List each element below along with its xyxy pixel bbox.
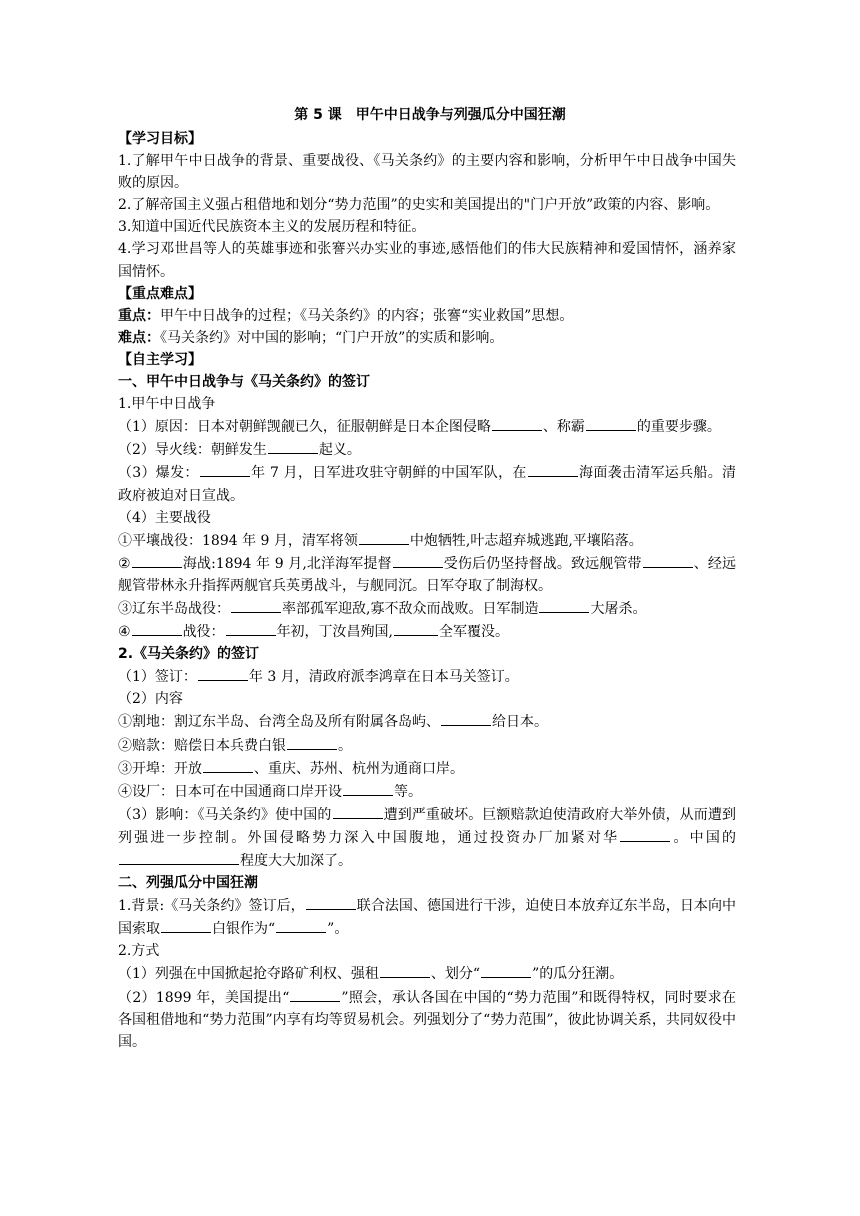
line-lead: 重点： — [118, 307, 160, 324]
text-line: （3）影响：《马关条约》使中国的 遭到严重破坏。巨额赔款迫使清政府大举外债，从而遭到列强进一步控制。外国侵略势力深入中国腹地，通过投资办厂加紧对华 。中国的程度大大加深了。 — [118, 803, 736, 872]
text-line: （1）列强在中国掀起抢夺路矿利权、强租 、划分“ ”的瓜分狂潮。 — [118, 962, 736, 985]
fill-blank[interactable] — [290, 986, 340, 1002]
fill-blank[interactable] — [161, 917, 211, 933]
text-line: 重点：甲午中日战争的过程；《马关条约》的内容；张謇“实业救国”思想。 — [118, 307, 574, 324]
fill-blank[interactable] — [481, 962, 531, 978]
text-line: （1）签订： 年 3 月，清政府派李鸿章在日本马关签订。 — [118, 665, 736, 688]
text-line: ③辽东半岛战役： 率部孤军迎敌,寡不敌众而战败。日军制造 大屠杀。 — [118, 597, 736, 620]
text-line: 1.甲午中日战争 — [118, 396, 216, 413]
fill-blank[interactable] — [226, 620, 276, 636]
fill-blank[interactable] — [492, 415, 542, 431]
text-line: ①割地：割辽东半岛、台湾全岛及所有附属各岛屿、 给日本。 — [118, 710, 736, 733]
fill-blank[interactable] — [586, 415, 636, 431]
fill-blank[interactable] — [528, 461, 578, 477]
section-heading: 一、甲午中日战争与《马关条约》的签订 — [118, 374, 370, 391]
text-line: ④设厂：日本可在中国通商口岸开设 等。 — [118, 780, 736, 803]
text-line: 2.方式 — [118, 943, 160, 960]
fill-blank[interactable] — [132, 552, 182, 568]
text-line: ①平壤战役：1894 年 9 月，清军将领 中炮牺牲,叶志超弃城逃跑,平壤陷落。 — [118, 529, 736, 552]
section-heading: 二、列强瓜分中国狂潮 — [118, 875, 258, 892]
fill-blank[interactable] — [287, 734, 337, 750]
fill-blank[interactable] — [333, 803, 383, 819]
fill-blank[interactable] — [198, 665, 248, 681]
fill-blank[interactable] — [132, 620, 182, 636]
text-line: ③开埠：开放 、重庆、苏州、杭州为通商口岸。 — [118, 757, 736, 780]
text-line: 2.了解帝国主义强占租借地和划分“势力范围”的史实和美国提出的"门户开放”政策的内容、影响。 — [118, 197, 720, 214]
text-line: ②赔款：赔偿日本兵费白银 。 — [118, 734, 736, 757]
fill-blank[interactable] — [620, 826, 670, 842]
fill-blank[interactable] — [276, 917, 326, 933]
fill-blank[interactable] — [539, 597, 589, 613]
text-line: ④ 战役： 年初，丁汝昌殉国, 全军覆没。 — [118, 620, 736, 643]
document-body — [118, 128, 736, 1053]
text-line: （2）导火线：朝鲜发生 起义。 — [118, 438, 736, 461]
text-line: ② 海战:1894 年 9 月,北洋海军提督 受伤后仍坚持督战。致远舰管带 、经远舰管带林永升指挥两舰官兵英勇战斗，与舰同沉。日军夺取了制海权。 — [118, 552, 736, 597]
text-line: （2）内容 — [118, 691, 183, 708]
section-heading: 【自主学习】 — [118, 351, 202, 368]
fill-blank[interactable] — [203, 757, 253, 773]
section-heading: 【学习目标】 — [118, 131, 202, 147]
fill-blank[interactable] — [359, 529, 409, 545]
fill-blank[interactable] — [643, 552, 693, 568]
text-line: 4.学习邓世昌等人的英雄事迹和张謇兴办实业的事迹,感悟他们的伟大民族精神和爱国情怀，涵养家国情怀。 — [118, 241, 736, 280]
text-line: 难点：《马关条约》对中国的影响；“门户开放”的实质和影响。 — [118, 329, 504, 346]
section-heading: 【重点难点】 — [118, 285, 202, 302]
text-line: 1.背景:《马关条约》签订后， 联合法国、德国进行干涉，迫使日本放弃辽东半岛，日本向中国索取 白银作为“ ”。 — [118, 894, 736, 940]
fill-blank[interactable] — [441, 710, 491, 726]
text-line: 1.了解甲午中日战争的背景、重要战役、《马关条约》的主要内容和影响，分析甲午中日战争中国失败的原因。 — [118, 153, 736, 192]
subsection-heading: 2.《马关条约》的签订 — [118, 646, 260, 663]
line-lead: 难点： — [118, 329, 160, 346]
fill-blank[interactable] — [200, 461, 250, 477]
text-line: （1）原因：日本对朝鲜觊觎已久，征服朝鲜是日本企图侵略 、称霸 的重要步骤。 — [118, 415, 736, 438]
text-line: （2）1899 年，美国提出“ ”照会，承认各国在中国的“势力范围”和既得特权，同时要求在各国租借地和“势力范围”内享有均等贸易机会。列强划分了“势力范围”，彼此协调关系，共同奴役中国。 — [118, 986, 736, 1053]
fill-blank[interactable] — [393, 552, 443, 568]
fill-blank[interactable] — [380, 962, 430, 978]
text-line: 3.知道中国近代民族资本主义的发展历程和特征。 — [118, 219, 426, 236]
fill-blank[interactable] — [306, 894, 356, 910]
fill-blank[interactable] — [231, 597, 281, 613]
fill-blank[interactable] — [268, 438, 318, 454]
fill-blank[interactable] — [343, 780, 393, 796]
fill-blank[interactable] — [394, 620, 438, 636]
fill-blank[interactable] — [119, 849, 239, 865]
lesson-title: 第 5 课 甲午中日战争与列强瓜分中国狂潮 — [294, 107, 566, 123]
text-line: （4）主要战役 — [118, 509, 211, 526]
text-line: （3）爆发： 年 7 月，日军进攻驻守朝鲜的中国军队，在 海面袭击清军运兵船。清政府被迫对日宣战。 — [118, 461, 736, 506]
